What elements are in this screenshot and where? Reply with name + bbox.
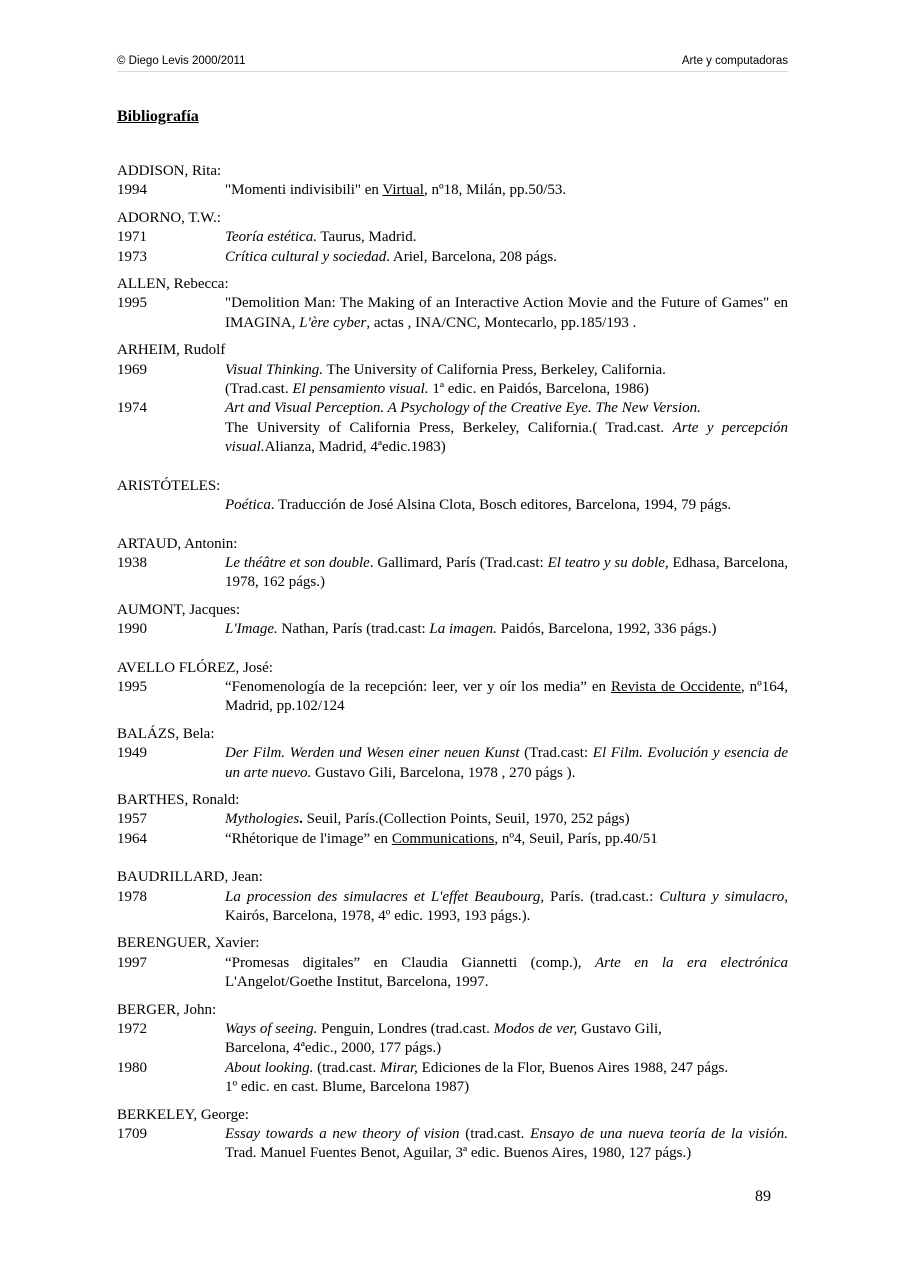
bib-work	[117, 744, 788, 783]
bib-work	[117, 830, 788, 849]
bib-entry	[117, 209, 788, 267]
bib-author: AVELLO FLÓREZ, José:	[117, 659, 273, 676]
bib-entry	[117, 1106, 788, 1164]
bib-reference: “Promesas digitales” en Claudia Giannetti (comp.), Arte en la era electrónica L'Angelot/Goethe Institut, Barcelona, 1997.	[225, 954, 788, 991]
bib-year: 1969	[117, 361, 147, 378]
running-header	[117, 55, 788, 72]
bib-reference: Essay towards a new theory of vision (trad.cast. Ensayo de una nueva teoría de la visión. Trad. Manuel Fuentes Benot, Aguilar, 3ª edic. Buenos Aires, 1980, 127 págs.)	[225, 1126, 789, 1162]
bib-author: BERENGUER, Xavier:	[117, 935, 260, 952]
page-number: 89	[755, 1188, 771, 1205]
bib-work	[117, 678, 788, 717]
bib-reference: Mythologies. Seuil, París.(Collection Points, Seuil, 1970, 252 págs)	[225, 811, 630, 828]
bib-author: ARTAUD, Antonin:	[117, 535, 238, 552]
bib-entry	[117, 341, 788, 457]
bib-year: 1974	[117, 400, 147, 417]
bib-reference: L'Image. Nathan, París (trad.cast: La imagen. Paidós, Barcelona, 1992, 336 págs.)	[225, 621, 717, 638]
bib-entry	[117, 791, 788, 849]
bib-entry	[117, 535, 788, 593]
bib-work	[117, 1020, 788, 1059]
bibliography-list	[117, 162, 788, 1172]
bib-reference: La procession des simulacres et L'effet Beaubourg, París. (trad.cast.: Cultura y simulacro, Kairós, Barcelona, 1978, 4º edic. 1993, 193 págs.).	[225, 888, 788, 924]
header-copyright: © Diego Levis 2000/2011	[117, 55, 246, 67]
bib-work	[117, 810, 788, 829]
bib-reference: “Rhétorique de l'image” en Communications, nº4, Seuil, París, pp.40/51	[225, 830, 658, 847]
bib-work	[117, 399, 788, 457]
bib-entry	[117, 1001, 788, 1098]
bib-reference: Poética. Traducción de José Alsina Clota, Bosch editores, Barcelona, 1994, 79 págs.	[225, 497, 732, 514]
bib-entry	[117, 162, 788, 201]
bib-reference: Le théâtre et son double. Gallimard, París (Trad.cast: El teatro y su doble, Edhasa, Barcelona, 1978, 162 págs.)	[225, 554, 788, 591]
bib-year: 1971	[117, 229, 147, 246]
bib-work	[117, 554, 788, 593]
bib-entry	[117, 725, 788, 783]
bib-author: BERKELEY, George:	[117, 1106, 249, 1123]
bib-author: BALÁZS, Bela:	[117, 725, 215, 742]
bib-author: ADORNO, T.W.:	[117, 209, 221, 226]
bib-reference: Ways of seeing. Penguin, Londres (trad.cast. Modos de ver, Gustavo Gili, Barcelona, 4ªedic., 2000, 177 págs.)	[225, 1021, 662, 1057]
bib-work	[117, 294, 788, 333]
bib-author: BERGER, John:	[117, 1001, 217, 1018]
bib-year: 1972	[117, 1021, 147, 1038]
bib-reference: Visual Thinking. The University of California Press, Berkeley, California. (Trad.cast. El pensamiento visual. 1ª edic. en Paidós, Barcelona, 1986)	[225, 361, 666, 398]
bib-reference: "Momenti indivisibili" en Virtual, nº18, Milán, pp.50/53.	[225, 182, 567, 199]
bib-entry	[117, 601, 788, 640]
bib-year	[117, 496, 225, 515]
bib-reference: About looking. (trad.cast. Mirar, Ediciones de la Flor, Buenos Aires 1988, 247 págs. 1º edic. en cast. Blume, Barcelona 1987)	[225, 1059, 729, 1096]
bib-work	[117, 248, 788, 267]
bib-reference: Teoría estética. Taurus, Madrid.	[225, 229, 417, 246]
bib-year: 1990	[117, 621, 147, 638]
bib-author: ARISTÓTELES:	[117, 477, 221, 494]
bib-reference: “Fenomenología de la recepción: leer, ver y oír los media” en Revista de Occidente, nº164, Madrid, pp.102/124	[225, 678, 788, 715]
bib-work	[117, 496, 788, 515]
bib-work	[117, 181, 788, 200]
bib-reference: Crítica cultural y sociedad. Ariel, Barcelona, 208 págs.	[225, 248, 558, 265]
bib-year: 1964	[117, 830, 147, 847]
bib-year: 1995	[117, 295, 147, 312]
bib-author: BAUDRILLARD, Jean:	[117, 869, 263, 886]
bib-entry	[117, 868, 788, 926]
bib-author: ADDISON, Rita:	[117, 163, 222, 179]
bib-year: 1973	[117, 248, 147, 265]
bib-author: ARHEIM, Rudolf	[117, 342, 226, 359]
bib-work	[117, 888, 788, 927]
bib-author: BARTHES, Ronald:	[117, 791, 240, 808]
bib-work	[117, 954, 788, 993]
bib-entry	[117, 934, 788, 992]
bib-year: 1938	[117, 554, 147, 571]
bib-work	[117, 1125, 788, 1164]
bib-reference: "Demolition Man: The Making of an Interactive Action Movie and the Future of Games" en IMAGINA, L'ère cyber, actas , INA/CNC, Montecarlo, pp.185/193 .	[225, 295, 788, 331]
bib-author: AUMONT, Jacques:	[117, 601, 241, 618]
bib-year: 1949	[117, 745, 147, 762]
bib-work	[117, 620, 788, 639]
bib-work	[117, 228, 788, 247]
bib-work	[117, 1059, 788, 1098]
bib-year: 1709	[117, 1126, 147, 1143]
bib-entry	[117, 477, 788, 516]
bib-entry	[117, 275, 788, 333]
section-title: Bibliografía	[117, 108, 199, 125]
bib-year: 1995	[117, 678, 147, 695]
bib-reference: Der Film. Werden und Wesen einer neuen Kunst (Trad.cast: El Film. Evolución y esencia de un arte nuevo. Gustavo Gili, Barcelona, 1978 , 270 págs ).	[225, 745, 788, 781]
bib-work	[117, 361, 788, 400]
bib-year: 1997	[117, 954, 147, 971]
bib-year: 1994	[117, 182, 147, 199]
bib-entry	[117, 659, 788, 717]
bib-year: 1957	[117, 811, 147, 828]
bib-year: 1980	[117, 1059, 147, 1076]
bib-author: ALLEN, Rebecca:	[117, 276, 229, 293]
bib-year: 1978	[117, 888, 147, 905]
header-book-title: Arte y computadoras	[681, 55, 788, 67]
bib-reference: Art and Visual Perception. A Psychology of the Creative Eye. The New Version. The University of California Press, Berkeley, California.( Trad.cast. Arte y percepción visual.Alianza, Madrid, 4ªedic.1983)	[225, 400, 789, 456]
